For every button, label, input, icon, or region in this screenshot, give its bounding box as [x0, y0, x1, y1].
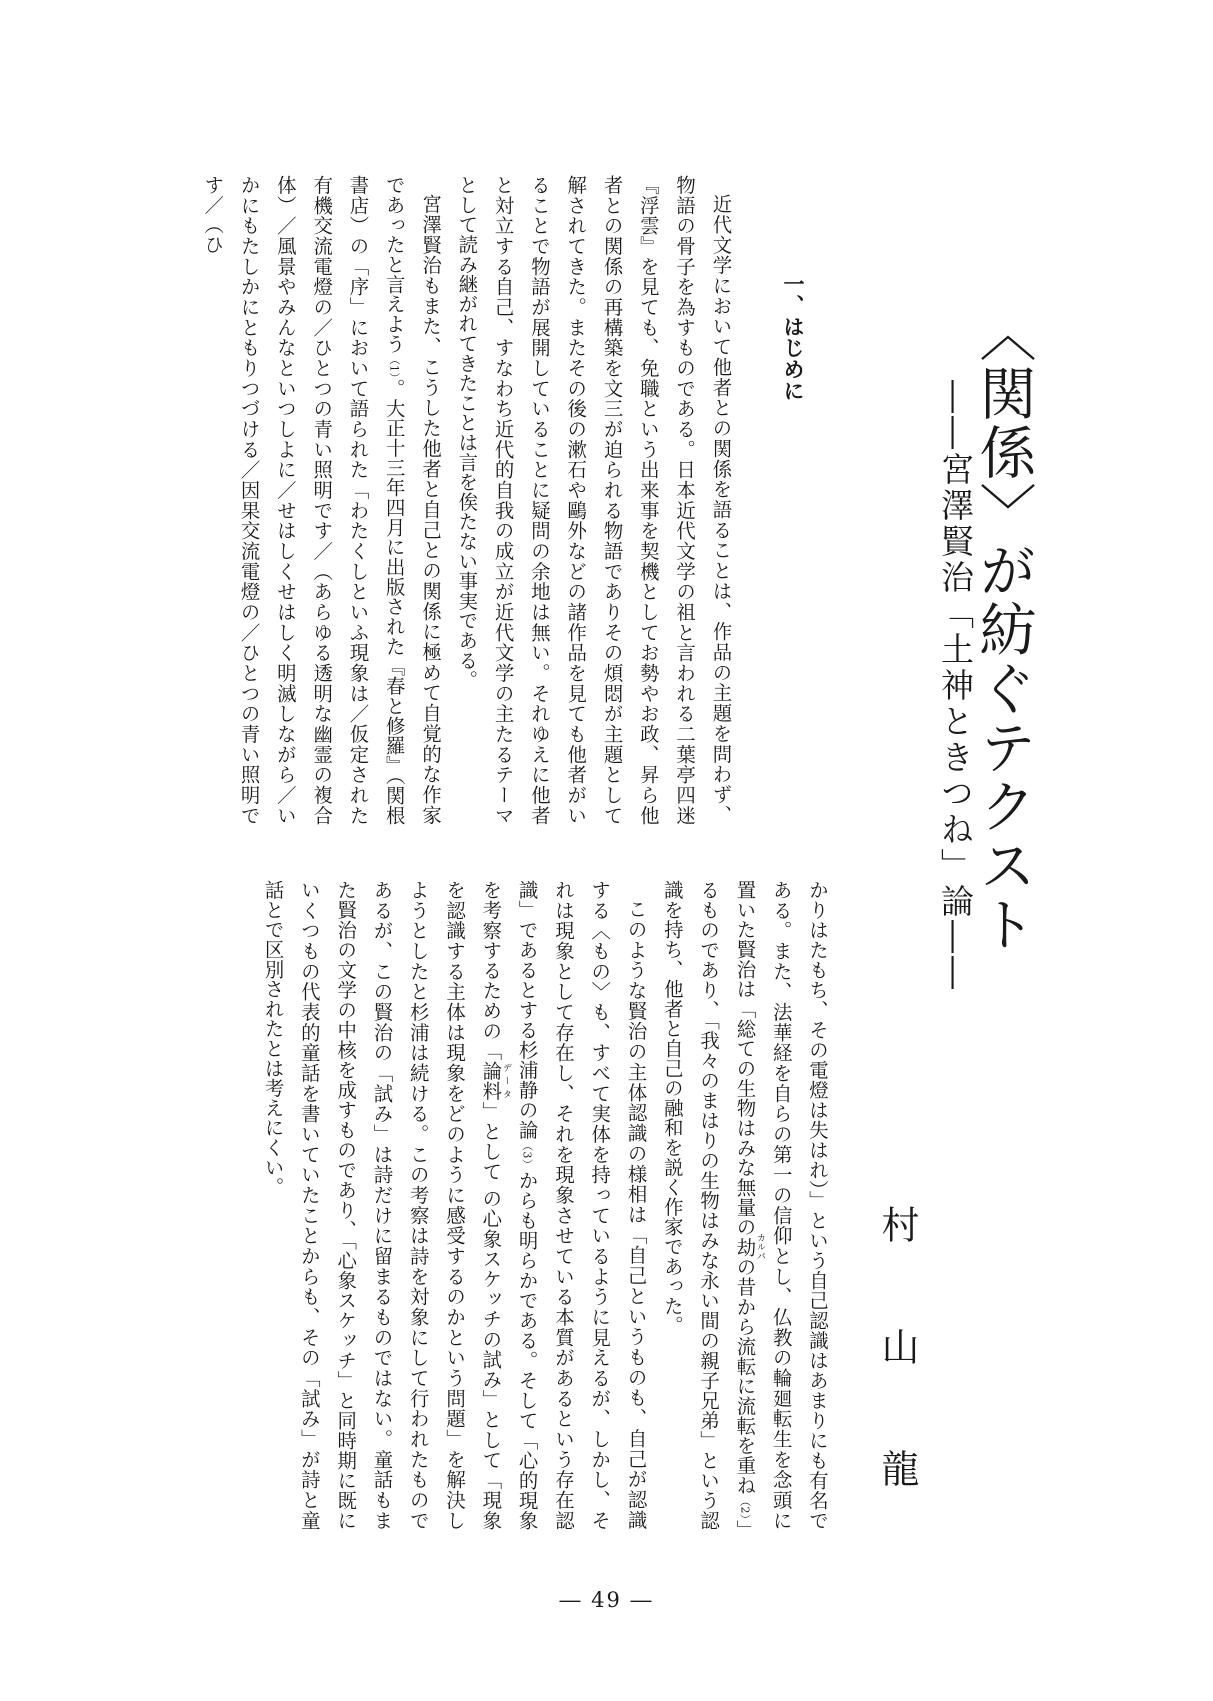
ruby-kalpa-reading: カルパ — [754, 1232, 765, 1262]
ruby-kalpa-base: 劫 — [733, 1232, 757, 1262]
paragraph-sugiura-text-2: からも明らかである。そして「心的現象を考察するための「 — [479, 880, 539, 1530]
page-number: ― 49 ― — [559, 1588, 654, 1612]
lower-text-block — [254, 880, 835, 1530]
article-title: 〈関係〉が紡ぐテクスト — [970, 305, 1036, 954]
paragraph-kenji — [194, 175, 448, 825]
paragraph-kenji-text-1: 宮澤賢治もまた、こうした他者と自己との関係に極めて自覚的な作家であったと言えよう — [382, 175, 443, 825]
paragraph-continuation-text-1: かりはたもち、その電燈は失はれ）」という自己認識はあまりにも有名である。また、法華経を自らの第一の信仰とし、仏教の輪廻転生を念頭に置いた賢治は「総ての生物はみな無量の — [733, 880, 829, 1530]
paragraph-sugiura-text-1: このような賢治の主体認識の様相は「自己というものも、自己が認識する〈もの〉も、すべて実体を持っているように見えるが、しかし、それは現象として存在し、それを現象させている本質があるという存在認識」であるとする杉浦静の論 — [515, 880, 648, 1530]
paragraph-sugiura-text-3: 」として の心象スケッチの試み」として「現象を認識する主体は現象をどのように感受するのかという問題」を解決しようとしたと杉浦は続ける。この考察は詩を対象にして行われたものであるが、この賢治の「試み」は詩だけに留まるものではない。童話もまた賢治の文学の中核を成すものであり、「心象スケッチ」と同時期に既にいくつもの代表的童話を書いていたことからも、その「試み」が詩と童話とで区別されたとは考えにくい。 — [261, 880, 503, 1530]
paragraph-continuation-text-3: 」るものであり、「我々のまはりの生物はみな永い間の親子兄弟」という認識を持ち、他者と自己の融和を説く作家であった。 — [660, 880, 757, 1530]
footnote-marker-2: （2） — [738, 1495, 752, 1520]
paragraph-continuation-text-2: の昔から流転に流転を重ね — [733, 1257, 757, 1496]
upper-text-block — [194, 175, 811, 825]
ruby-data-base: 論料 — [479, 1060, 503, 1102]
ruby-data — [479, 1060, 511, 1102]
footnote-marker-1: （1） — [387, 353, 401, 379]
ruby-data-reading: データ — [500, 1060, 511, 1101]
author-name: 村 山 龍 — [875, 1205, 919, 1524]
section-heading: 一、はじめに — [781, 273, 806, 402]
footnote-marker-3: （3） — [520, 1139, 534, 1171]
paragraph-kenji-text-2: 。大正十三年四月に出版された『春と修羅』（関根書店）の「序」において語られた「わたくしといふ現象は／仮定された有機交流電燈の／ひとつの青い照明です／（あらゆる透明な幽霊の複合体）／風景やみんなといつしよに／せはしくせはしく明滅しながら／いかにもたしかにともりつづける／因果交流電燈の／ひとつの青い照明です／（ひ — [201, 175, 406, 826]
paragraph-sugiura — [254, 880, 653, 1530]
article-subtitle: ――宮澤賢治「土神ときつね」論―― — [936, 380, 975, 992]
paragraph-continuation — [654, 880, 835, 1530]
ruby-kalpa — [733, 1232, 765, 1262]
paragraph-intro: 近代文学において他者との関係を語ることは、作品の主題を問わず、物語の骨子を為すものである。日本近代文学の祖と言われる二葉亭四迷『浮雲』を見ても、免職という出来事を契機としてお勢やお政、昇ら他者との関係の再構築を文三が迫られる物語でありその煩悶が主題として解されてきた。またその後の漱石や鷗外などの諸作品を見ても他者がいることで物語が展開していることに疑問の余地は無い。それゆえに他者と対立する自己、すなわち近代的自我の成立が近代文学の主たるテーマとして読み継がれてきたことは言を俟たない事実である。 — [455, 175, 733, 825]
